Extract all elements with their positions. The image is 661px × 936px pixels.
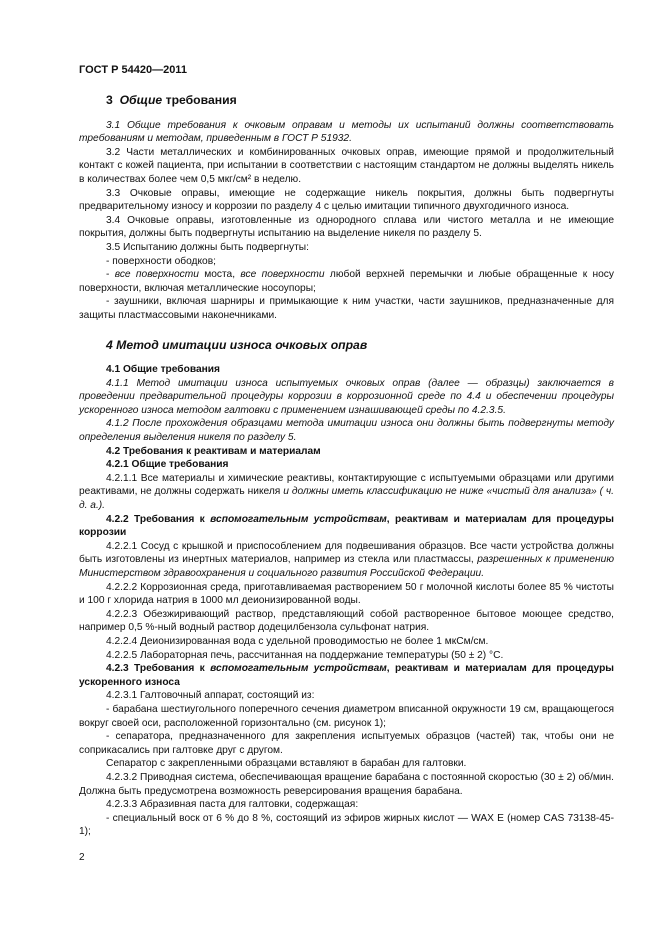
paragraph-4-2-1-1	[79, 472, 614, 513]
heading-4-2: 4.2 Требования к реактивам и материалам	[106, 445, 321, 457]
paragraph-4-2-2-1-em: разрешенных к применению Министерством здравоохранения и социального развития Российской Федерации.	[79, 554, 614, 579]
heading-4-2-2-c: , реактивам и материалам для процедуры коррозии	[79, 513, 615, 539]
paragraph-3-2: 3.2 Части металлических и комбинированных очковых оправ, имеющие прямой и продолжительный контакт с кожей пациента, при испытании в соответствии с настоящим стандартом не должны выделять никель в количествах более чем 0,5 мкг/см² в неделю.	[79, 146, 614, 185]
page-number: 2	[79, 852, 85, 863]
section-3-number: 3	[106, 93, 113, 107]
paragraph-4-2-2-4: 4.2.2.4 Деионизированная вода с удельной проводимостью не более 1 мкСм/см.	[106, 635, 489, 647]
heading-4-2-3	[79, 662, 614, 689]
list-item-bridge-text2: любой верхней перемычки и любые обращенные к носу поверхности, включая металлические носоупоры;	[79, 269, 614, 294]
list-item-rims: - поверхности ободков;	[106, 255, 216, 267]
paragraph-4-2-3-1: 4.2.3.1 Галтовочный аппарат, состоящий из:	[106, 690, 315, 702]
paragraph-4-2-2-1-text: 4.2.2.1 Сосуд с крышкой и приспособлением для подвешивания образцов. Все части устройства должны быть изготовлены из инертных материалов, например из стекла или пластмассы,	[79, 540, 614, 566]
list-item-separator: - сепаратора, предназначенного для закрепления испытуемых образцов (частей) так, чтобы они не соприкасались при галтовке друг с другом.	[79, 731, 614, 756]
paragraph-4-2-2-1	[79, 540, 614, 581]
list-item-temples: - заушники, включая шарниры и примыкающие к ним участки, части заушников, предназначенные для защиты пластмассовыми наконечниками.	[79, 296, 614, 321]
heading-4-2-3-c: , реактивам и материалам для процедуры ускоренного износа	[79, 663, 615, 688]
list-item-bridge	[79, 268, 614, 295]
paragraph-3-3: 3.3 Очковые оправы, имеющие не содержащие никель покрытия, должны быть подвергнуты предварительному износу и коррозии по разделу 4 с целью имитации типичного двухгодичного износа.	[79, 187, 614, 213]
list-item-drum: - барабана шестиугольного поперечного сечения диаметром вписанной окружности 19 см, вращающегося вокруг своей оси, расположенной горизонтально (см. рисунок 1);	[79, 703, 614, 729]
paragraph-4-2-2-2: 4.2.2.2 Коррозионная среда, приготавливаемая растворением 50 г молочной кислоты более 85 % чистоты и 100 г хлорида натрия в 1000 мл деионизированной воды.	[79, 581, 614, 607]
section-3-title-rest: требования	[162, 93, 237, 107]
document-body	[79, 94, 614, 839]
document-header: ГОСТ Р 54420—2011	[79, 64, 187, 76]
paragraph-4-1-2: 4.1.2 После прохождения образцами метода имитации износа они должны быть подвергнуты методу определения выделения никеля по разделу 5.	[79, 418, 614, 444]
heading-4-2-2	[79, 513, 614, 540]
paragraph-4-2-2-5: 4.2.2.5 Лабораторная печь, рассчитанная на поддержание температуры (50 ± 2) °С.	[106, 649, 504, 661]
list-item-bridge-em1: все поверхности	[114, 269, 199, 281]
paragraph-4-2-3-3: 4.2.3.3 Абразивная паста для галтовки, содержащая:	[106, 799, 359, 811]
list-item-wax: - специальный воск от 6 % до 8 %, состоящий из эфиров жирных кислот — WAX E (номер CAS 73138-45-1);	[79, 812, 614, 838]
paragraph-4-1-1: 4.1.1 Метод имитации износа испытуемых очковых оправ (далее — образцы) заключается в проведении предварительной процедуры коррозии в коррозионной среде по 4.4 и обеспечении процедуры ускоренного износа методом галтовки с применением изнашивающей среды по 4.2.3.5.	[79, 377, 614, 416]
paragraph-3-5: 3.5 Испытанию должны быть подвергнуты:	[106, 241, 309, 253]
list-item-bridge-dash: -	[106, 269, 115, 281]
paragraph-separator-note: Сепаратор с закрепленными образцами вставляют в барабан для галтовки.	[106, 758, 467, 770]
paragraph-3-4: 3.4 Очковые оправы, изготовленные из однородного сплава или чистого металла и не имеющие покрытия, должны быть подвергнуты испытанию на выделение никеля по разделу 5.	[79, 214, 614, 240]
section-4-heading: 4 Метод имитации износа очковых оправ	[106, 337, 368, 352]
heading-4-2-1: 4.2.1 Общие требования	[106, 459, 229, 471]
paragraph-4-2-2-3: 4.2.2.3 Обезжиривающий раствор, представляющий собой растворенное бытовое моющее средство, например 0,5 %-ный водный раствор додецилбензола сульфонат натрия.	[79, 608, 614, 634]
list-item-bridge-text1: моста,	[198, 269, 241, 281]
section-3-heading	[79, 94, 614, 108]
heading-4-2-3-a: 4.2.3 Требования к	[106, 663, 211, 675]
list-item-bridge-em2: все поверхности	[240, 269, 325, 281]
paragraph-4-2-1-1-text: 4.2.1.1 Все материалы и химические реактивы, контактирующие с испытуемыми образцами или другими реактивами, не должны содержать никеля	[79, 472, 614, 498]
heading-4-2-2-a: 4.2.2 Требования к	[106, 513, 211, 525]
section-3-title-italic: Общие	[119, 93, 163, 107]
heading-4-2-2-em: вспомогательным устройствам	[210, 513, 387, 525]
heading-4-1: 4.1 Общие требования	[106, 364, 220, 376]
paragraph-4-2-3-2: 4.2.3.2 Приводная система, обеспечивающая вращение барабана с постоянной скоростью (30 ± 2) об/мин. Должна быть предусмотрена возможность реверсирования вращения барабана.	[79, 771, 614, 797]
heading-4-2-3-em: вспомогательным устройствам	[210, 663, 387, 675]
paragraph-4-2-1-1-em: и должны иметь классификацию не ниже «чистый для анализа» ( ч. д. а.).	[79, 486, 614, 512]
paragraph-3-1: 3.1 Общие требования к очковым оправам и методы их испытаний должны соответствовать требованиям и методам, приведенным в ГОСТ Р 51932.	[79, 119, 614, 145]
